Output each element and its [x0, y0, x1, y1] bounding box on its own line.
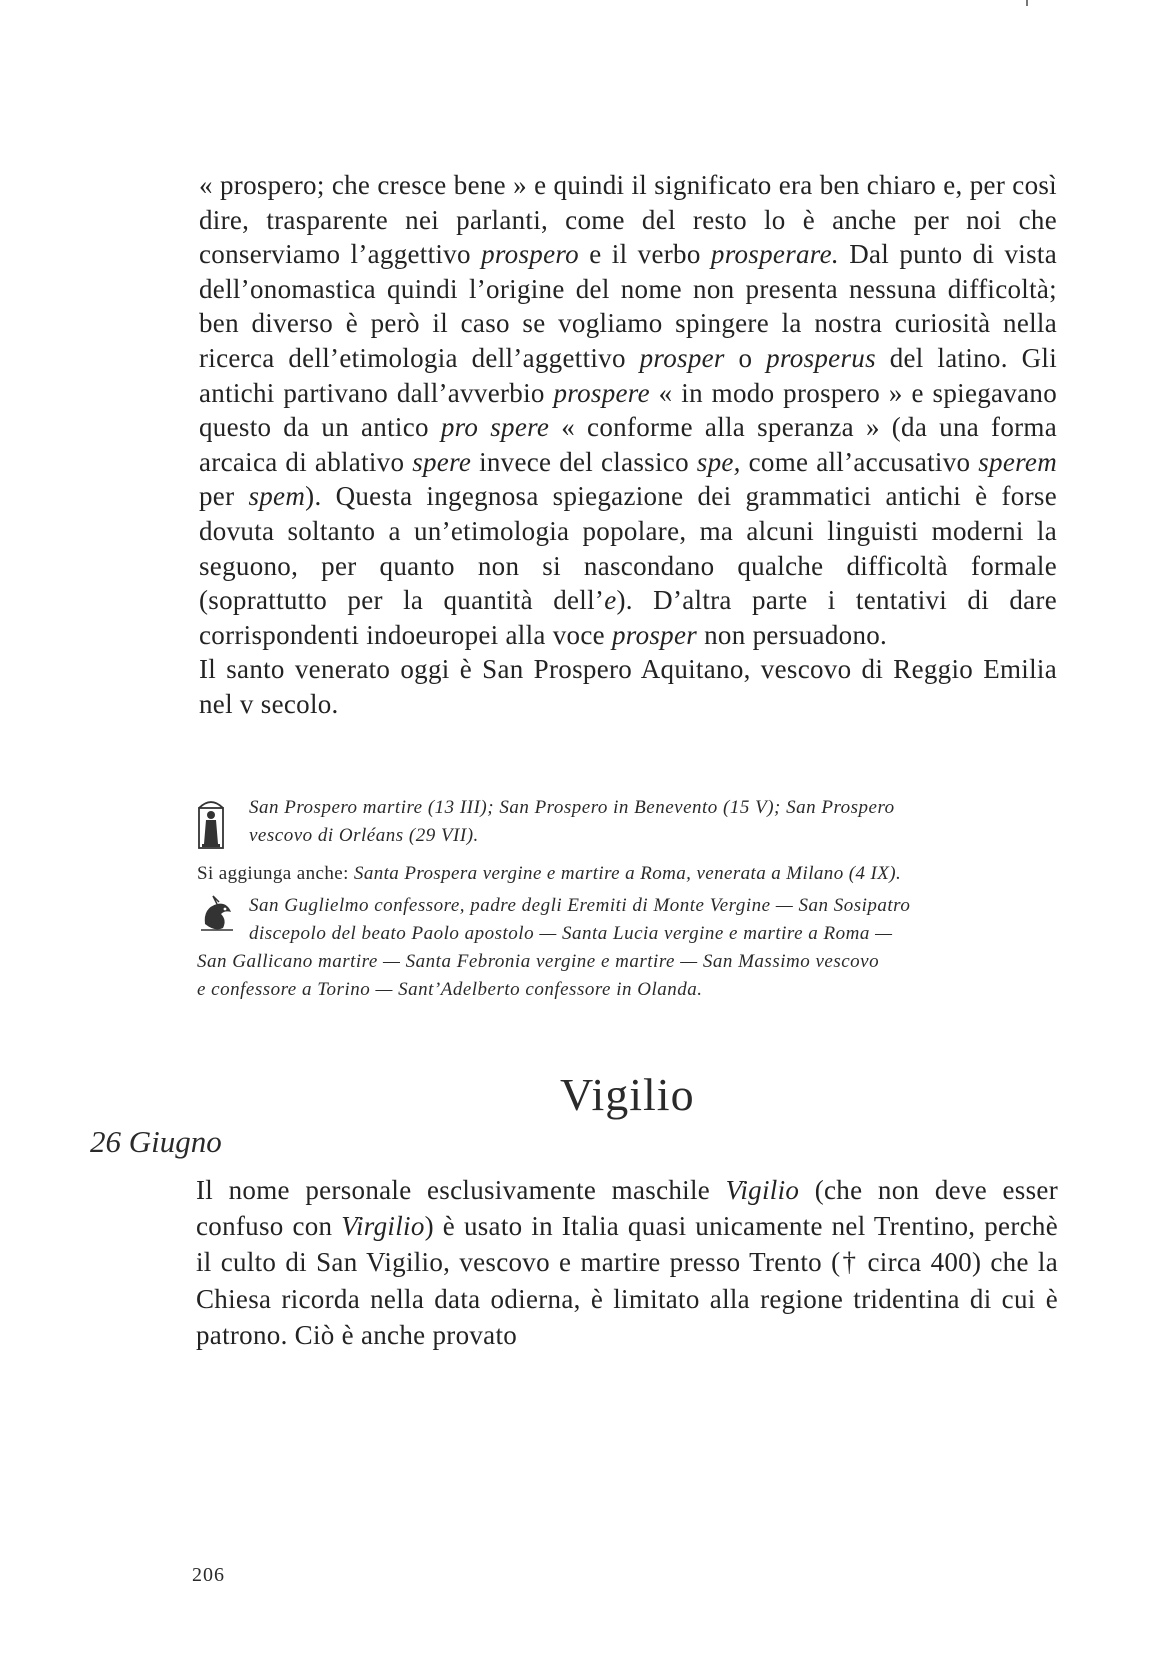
- note1-line1: San Prospero martire (13 III); San Prospero in Benevento (15 V); San Prospero: [249, 797, 895, 818]
- note2-line1: San Guglielmo confessore, padre degli Eremiti di Monte Vergine — San Sosipatro: [249, 895, 911, 916]
- italic-term: prosperare.: [710, 239, 839, 270]
- italic-term: Virgilio: [341, 1211, 425, 1242]
- paragraph-saint: Il santo venerato oggi è San Prospero Aquitano, vescovo di Reggio Emilia nel v secolo.: [199, 654, 1057, 719]
- italic-term: pro spere: [440, 412, 550, 443]
- vigilio-body: [196, 1172, 1058, 1353]
- italic-term: prosper: [611, 619, 698, 650]
- italic-term: prosperus: [766, 342, 876, 373]
- italic-term: spem: [248, 481, 306, 512]
- note2-line2: discepolo del beato Paolo apostolo — Santa Lucia vergine e martire a Roma —: [249, 923, 893, 944]
- italic-term: Vigilio: [725, 1175, 800, 1205]
- prospero-body: [199, 168, 1057, 722]
- italic-term: sperem: [978, 446, 1057, 477]
- aggiunga-text: Santa Prospera vergine e martire a Roma, venerata a Milano (4 IX).: [353, 863, 902, 884]
- paragraph-etymology: « prospero; che cresce bene » e quindi il significato era ben chiaro e, per così dire, trasparente nei parlanti, come del resto lo è anche per noi che conserviamo l’aggettivo prospero e il verbo prosperare. Dal punto di vista dell’onomastica quindi l’origine del nome non presenta nessuna difficoltà; ben diverso è però il caso se vogliamo spingere la nostra curiosità nella ricerca dell’etimologia dell’aggettivo prosper o prosperus del latino. Gli antichi partivano dall’avverbio prospere « in modo prospero » e spiegavano questo da un antico pro spere « conforme alla speranza » (da una forma arcaica di ablativo spere invece del classico spe, come all’accusativo sperem per spem). Questa ingegnosa spiegazione dei grammatici antichi è forse dovuta soltanto a un’etimologia popolare, ma alcuni linguisti moderni la seguono, per quanto non si nascondano qualche difficoltà formale (soprattutto per la quantità dell’e). D’altra parte i tentativi di dare corrispondenti indoeuropei alla voce prosper non persuadono.: [199, 170, 1058, 650]
- italic-term: prosper: [639, 342, 725, 373]
- italic-term: prospere: [553, 377, 650, 408]
- aggiunga-line: [197, 860, 1059, 888]
- edge-mark: [1026, 0, 1028, 6]
- italic-term: e: [604, 585, 617, 616]
- section-title: Vigilio: [560, 1069, 695, 1120]
- page-number: 206: [192, 1564, 225, 1586]
- bird-icon: [197, 894, 237, 934]
- saint-figure-icon: [197, 798, 225, 850]
- italic-term: spe,: [696, 446, 741, 477]
- note2-line3: San Gallicano martire — Santa Febronia vergine e martire — San Massimo vescovo: [197, 951, 880, 972]
- saints-note-1: [197, 794, 1059, 850]
- feast-date: 26 Giugno: [90, 1124, 222, 1159]
- note2-line4: e confessore a Torino — Sant’Adelberto confessore in Olanda.: [197, 979, 703, 1000]
- aggiunga-label: Si aggiunga anche:: [197, 863, 354, 884]
- note-block-2: [197, 892, 1059, 1004]
- paragraph-vigilio: Il nome personale esclusivamente maschile Vigilio (che non deve esser confuso con Virgilio) è usato in Italia quasi unicamente nel Trentino, perchè il culto di San Vigilio, vescovo e martire presso Trento († circa 400) che la Chiesa ricorda nella data odierna, è limitato alla regione tridentina di cui è patrono. Ciò è anche provato: [196, 1175, 1058, 1350]
- note1-line2: vescovo di Orléans (29 VII).: [249, 825, 479, 846]
- italic-term: spere: [412, 446, 472, 477]
- note-block-1: [197, 794, 1059, 850]
- saints-note-2: [197, 892, 1059, 1004]
- italic-term: prospero: [481, 239, 579, 270]
